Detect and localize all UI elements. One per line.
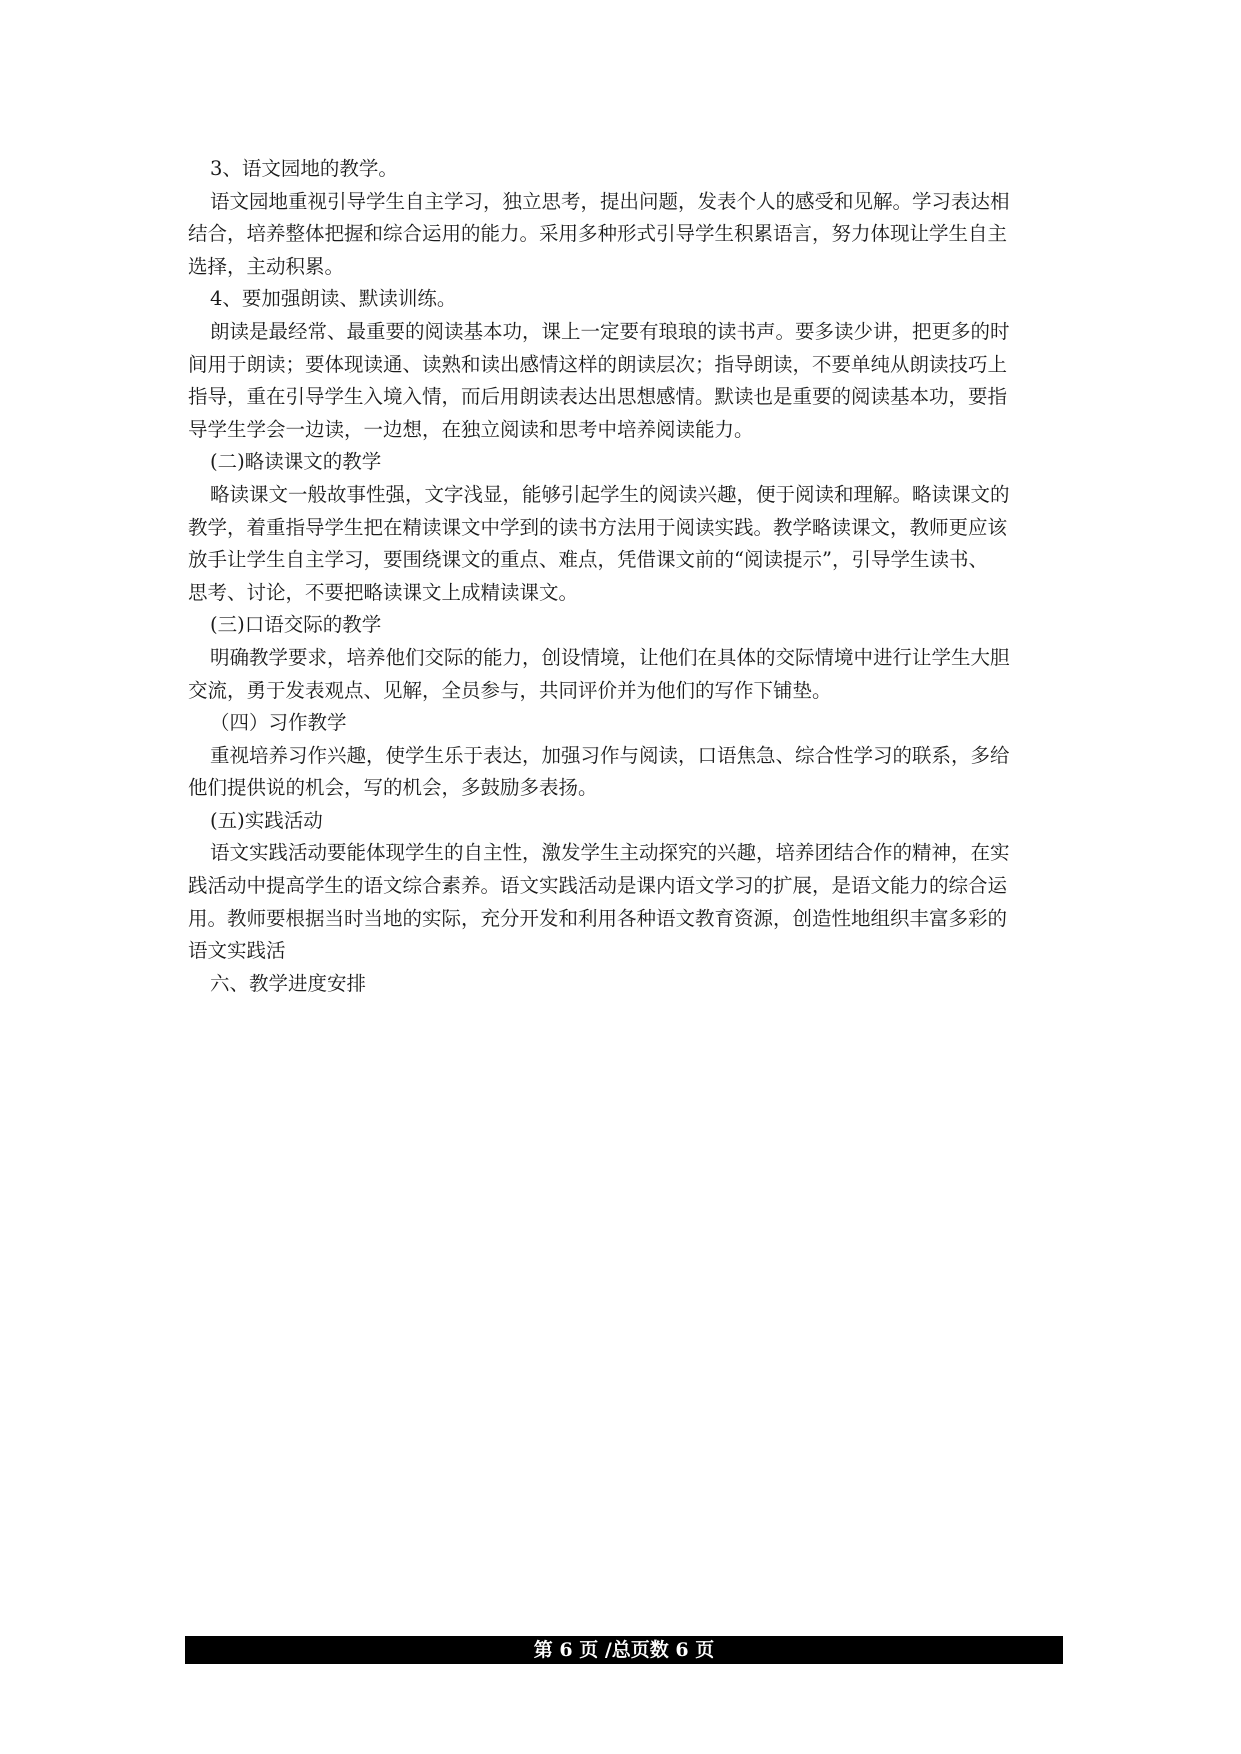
page-footer (185, 1636, 1063, 1664)
paragraph-line: 导学生学会一边读，一边想，在独立阅读和思考中培养阅读能力。 (188, 417, 754, 441)
paragraph-line: 放手让学生自主学习，要围绕课文的重点、难点，凭借课文前的“阅读提示”，引导学生读书、 (188, 548, 988, 572)
paragraph-line: 用。教师要根据当时当地的实际，充分开发和利用各种语文教育资源，创造性地组织丰富多彩的 (188, 906, 1008, 930)
section-heading: (五)实践活动 (210, 808, 323, 832)
paragraph-line: 语文实践活动要能体现学生的自主性，激发学生主动探究的兴趣，培养团结合作的精神，在实 (210, 841, 1010, 865)
section-heading: (三)口语交际的教学 (210, 613, 382, 637)
paragraph-line: 指导，重在引导学生入境入情，而后用朗读表达出思想感情。默读也是重要的阅读基本功，要指 (188, 385, 1008, 409)
paragraph-line: 间用于朗读；要体现读通、读熟和读出感情这样的朗读层次；指导朗读，不要单纯从朗读技巧上 (188, 352, 1008, 376)
section-heading: 4、要加强朗读、默读训练。 (210, 287, 457, 311)
paragraph-line: 教学，着重指导学生把在精读课文中学到的读书方法用于阅读实践。教学略读课文，教师更应该 (188, 515, 1008, 539)
section-heading: 3、语文园地的教学。 (210, 157, 398, 180)
paragraph-line: 他们提供说的机会，写的机会，多鼓励多表扬。 (188, 776, 598, 800)
page-number-label: 第 6 页 /总页数 6 页 (533, 1639, 715, 1661)
paragraph-line: 践活动中提高学生的语文综合素养。语文实践活动是课内语文学习的扩展，是语文能力的综合运 (188, 874, 1008, 898)
paragraph-line: 语文园地重视引导学生自主学习，独立思考，提出问题，发表个人的感受和见解。学习表达相 (210, 189, 1010, 213)
paragraph-line: 结合，培养整体把握和综合运用的能力。采用多种形式引导学生积累语言，努力体现让学生自主 (188, 222, 1008, 246)
section-heading: 六、教学进度安排 (210, 971, 367, 995)
paragraph-line: 思考、讨论，不要把略读课文上成精读课文。 (188, 580, 579, 604)
paragraph-line: 交流，勇于发表观点、见解，全员参与，共同评价并为他们的写作下铺垫。 (188, 678, 832, 702)
section-heading: (二)略读课文的教学 (210, 450, 382, 474)
paragraph-line: 语文实践活 (188, 939, 286, 963)
document-body (188, 153, 1073, 1000)
section-heading: （四）习作教学 (210, 711, 347, 735)
paragraph-line: 选择，主动积累。 (188, 254, 345, 278)
paragraph-line: 朗读是最经常、最重要的阅读基本功，课上一定要有琅琅的读书声。要多读少讲，把更多的时 (210, 319, 1010, 343)
paragraph-line: 明确教学要求，培养他们交际的能力，创设情境，让他们在具体的交际情境中进行让学生大胆 (210, 645, 1010, 669)
paragraph-line: 重视培养习作兴趣，使学生乐于表达，加强习作与阅读，口语焦急、综合性学习的联系，多给 (210, 743, 1010, 767)
paragraph-line: 略读课文一般故事性强，文字浅显，能够引起学生的阅读兴趣，便于阅读和理解。略读课文的 (210, 482, 1010, 506)
